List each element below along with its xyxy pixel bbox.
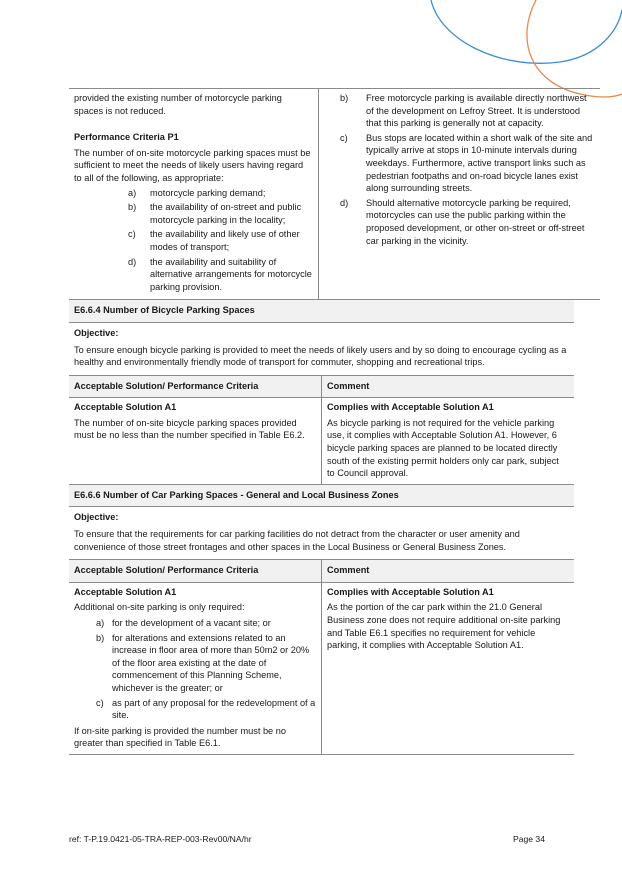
list-item: a) motorcycle parking demand;	[128, 187, 266, 198]
objective-text: To ensure enough bicycle parking is provided to meet the needs of likely users and by so doing to encourage cycling as a healthy and environmentally friendly mode of transport for commuter, shopping and recreational trips.	[74, 344, 567, 368]
bicycle-section	[69, 300, 574, 485]
comment-title: Complies with Acceptable Solution A1	[327, 402, 494, 413]
comment-list	[340, 92, 595, 247]
list-item: b) the availability of on-street and public motorcycle parking in the locality;	[128, 202, 302, 225]
column-header: Acceptable Solution/ Performance Criteria	[69, 560, 322, 583]
list-item: a) for the development of a vacant site; or	[96, 618, 271, 628]
motorcycle-table	[69, 88, 600, 300]
criteria-title: Performance Criteria P1	[74, 132, 179, 143]
objective-label: Objective:	[74, 327, 119, 338]
list-item: d) Should alternative motorcycle parking be required, motorcycles can use the public parking within the proposed development, or other on-street or off-street car parking in the vicinity.	[340, 197, 585, 246]
list-item: d) the availability and suitability of alternative arrangements for motorcycle parking provision.	[128, 256, 312, 292]
criteria-list	[74, 187, 313, 294]
document-reference: ref: T-P.19.0421-05-TRA-REP-003-Rev00/NA/hr	[69, 834, 252, 844]
column-header: Comment	[322, 560, 575, 583]
document-body	[69, 88, 593, 755]
list-item: c) Bus stops are located within a short walk of the site and typically arrive at stops in 10-minute intervals during weekdays. Furthermore, active transport links such as pedestrian footpaths and on-road bicycle lanes exist along surrounding streets.	[340, 132, 593, 194]
objective-cell	[69, 322, 574, 375]
objective-label: Objective:	[74, 512, 119, 523]
section-title: E6.6.4 Number of Bicycle Parking Spaces	[69, 300, 574, 322]
list-item: c) as part of any proposal for the redevelopment of a site.	[96, 697, 316, 721]
comment-cell	[322, 398, 575, 485]
list-item: b) Free motorcycle parking is available directly northwest of the development on Lefroy Street. It is understood that this parking is generally not at capacity.	[340, 93, 587, 129]
solution-title: Acceptable Solution A1	[74, 402, 177, 413]
requirement-list	[74, 617, 316, 722]
comment-cell	[322, 582, 575, 754]
solution-cell	[69, 398, 322, 485]
objective-text: To ensure that the requirements for car parking facilities do not detract from the character or user amenity and convenience of those street frontages and other spaces in the Local Business or General Business Zones.	[74, 529, 520, 552]
solution-outro: If on-site parking is provided the number must be no greater than specified in Table E6.1.	[74, 725, 286, 749]
motorcycle-intro: provided the existing number of motorcycle parking spaces is not reduced.	[74, 93, 282, 116]
solution-cell	[69, 582, 322, 754]
orange-arc	[527, 0, 622, 97]
column-header: Acceptable Solution/ Performance Criteria	[69, 375, 322, 398]
solution-title: Acceptable Solution A1	[74, 586, 177, 597]
section-title: E6.6.6 Number of Car Parking Spaces - General and Local Business Zones	[69, 485, 574, 507]
list-item: b) for alterations and extensions related to an increase in floor area of more than 50m2 or 20% of the floor area existing at the date of commencement of this Planning Scheme, whichever is the greater; or	[96, 632, 310, 693]
list-item: c) the availability and likely use of other modes of transport;	[128, 229, 300, 252]
solution-intro: Additional on-site parking is only required:	[74, 602, 245, 613]
motorcycle-right-cell	[319, 89, 601, 300]
motorcycle-left-cell	[69, 89, 319, 300]
comment-text: As the portion of the car park within the 21.0 General Business zone does not require additional on-site parking and Table E6.1 specifies no requirement for vehicle parking, it complies with Acceptable Solution A1.	[327, 602, 561, 651]
car-section	[69, 485, 574, 755]
solution-text: The number of on-site bicycle parking spaces provided must be no less than the number specified in Table E6.2.	[74, 417, 305, 441]
column-header: Comment	[322, 375, 575, 398]
criteria-text: The number of on-site motorcycle parking spaces must be sufficient to meet the needs of likely users having regard to all of the following, as appropriate:	[74, 147, 311, 183]
comment-text: As bicycle parking is not required for the vehicle parking use, it complies with Acceptable Solution A1. However, 6 bicycle parking spaces are planned to be located directly south of the existing permit holders only car park, subject to Council approval.	[327, 417, 559, 479]
page-number: Page 34	[512, 834, 545, 844]
comment-title: Complies with Acceptable Solution A1	[327, 586, 494, 597]
objective-cell	[69, 507, 574, 560]
